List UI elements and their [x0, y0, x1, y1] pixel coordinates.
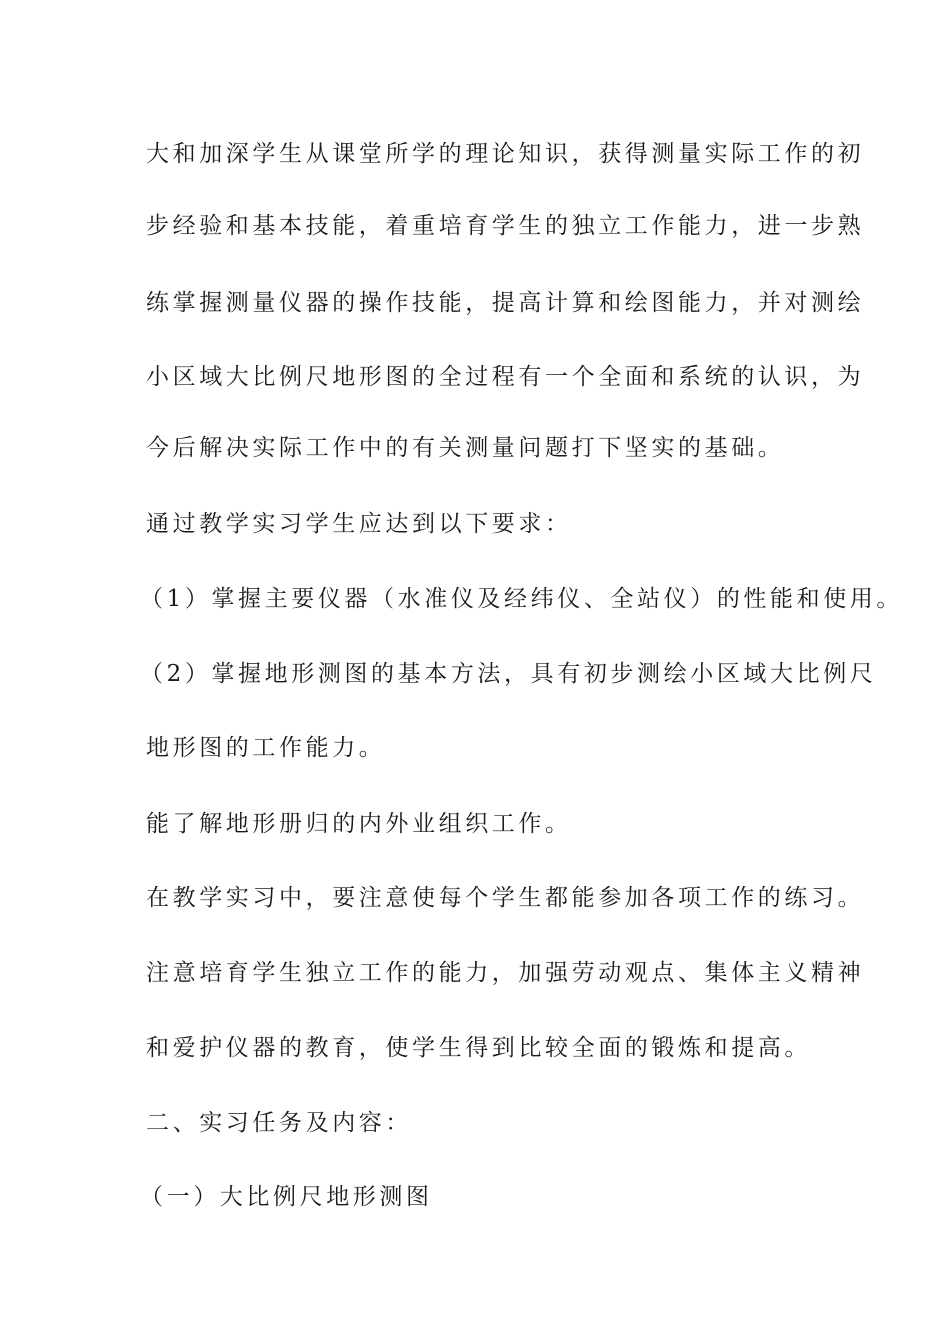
requirement-item-2: （2）掌握地形测图的基本方法，具有初步测绘小区域大比例尺 — [140, 661, 877, 687]
subsection-heading: （一）大比例尺地形测图 — [140, 1184, 433, 1210]
paragraph-line: 注意培育学生独立工作的能力，加强劳动观点、集体主义精神 — [146, 960, 865, 986]
paragraph-line: 今后解决实际工作中的有关测量问题打下坚实的基础。 — [146, 435, 785, 461]
paragraph-line: 小区域大比例尺地形图的全过程有一个全面和系统的认识，为 — [146, 364, 865, 390]
requirement-item-1: （1）掌握主要仪器（水准仪及经纬仪、全站仪）的性能和使用。 — [140, 586, 904, 612]
paragraph-line: 地形图的工作能力。 — [146, 735, 386, 761]
paragraph-line: 和爱护仪器的教育，使学生得到比较全面的锻炼和提高。 — [146, 1035, 811, 1061]
paragraph-line: 在教学实习中，要注意使每个学生都能参加各项工作的练习。 — [146, 885, 865, 911]
paragraph-line: 练掌握测量仪器的操作技能，提高计算和绘图能力，并对测绘 — [146, 290, 865, 316]
paragraph-line: 通过教学实习学生应达到以下要求： — [146, 511, 572, 537]
paragraph-line: 能了解地形册归的内外业组织工作。 — [146, 811, 572, 837]
paragraph-line: 大和加深学生从课堂所学的理论知识，获得测量实际工作的初 — [146, 141, 865, 167]
paragraph-line: 步经验和基本技能，着重培育学生的独立工作能力，进一步熟 — [146, 213, 865, 239]
section-heading: 二、实习任务及内容： — [146, 1110, 412, 1136]
